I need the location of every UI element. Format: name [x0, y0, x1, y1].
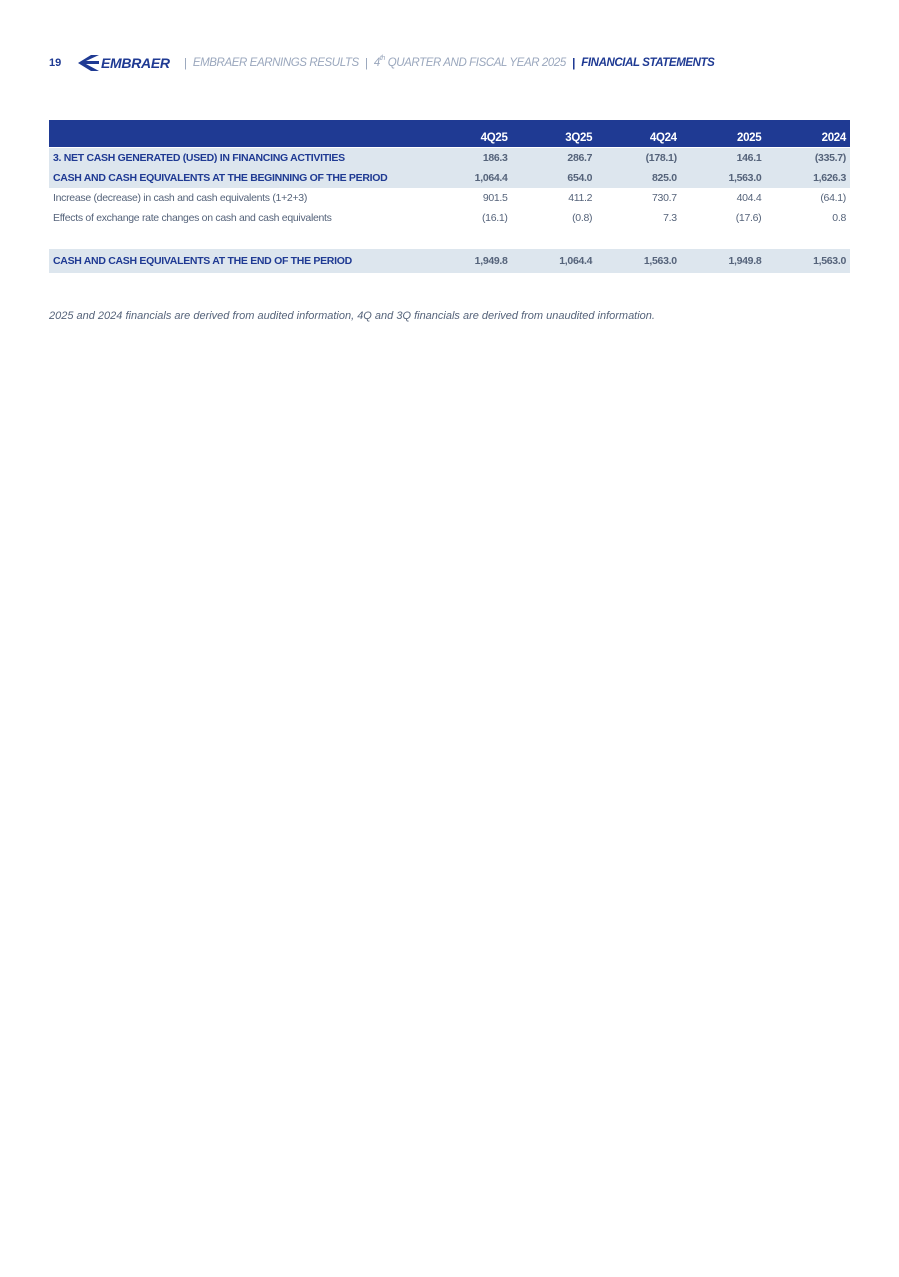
period-text: QUARTER AND FISCAL YEAR 2025 [387, 57, 566, 69]
cell-value: 404.4 [736, 192, 762, 204]
cell-value: (64.1) [820, 192, 846, 204]
report-title: EMBRAER EARNINGS RESULTS [192, 57, 359, 69]
column-header: 2025 [681, 120, 766, 147]
embraer-wing-icon [77, 54, 99, 72]
brand-name: EMBRAER [101, 55, 170, 71]
header-separator: | [571, 56, 576, 70]
cell-value: 286.7 [512, 148, 597, 168]
cell-value: 1,064.4 [512, 249, 597, 273]
cell-value: (16.1) [481, 212, 508, 224]
period-number: 4 [373, 57, 380, 69]
table-row [49, 188, 850, 208]
table-row-total [49, 249, 850, 273]
row-label: Increase (decrease) in cash and cash equivalents (1+2+3) [53, 192, 308, 204]
cell-value: 825.0 [596, 168, 681, 188]
cell-value: 1,563.0 [596, 249, 681, 273]
row-label: Effects of exchange rate changes on cash and cash equivalents [53, 212, 332, 224]
page-header [49, 52, 714, 74]
cell-value: (17.6) [735, 212, 762, 224]
table-row [49, 168, 850, 188]
page-number: 19 [49, 57, 62, 69]
cell-value: 1,064.4 [427, 168, 512, 188]
cell-value: 186.3 [427, 148, 512, 168]
table-header-row [49, 120, 850, 147]
cash-flow-table [49, 120, 850, 273]
table-row [49, 148, 850, 168]
cell-value: (335.7) [765, 148, 850, 168]
header-separator: | [364, 56, 368, 70]
column-header [49, 120, 427, 147]
cell-value: 7.3 [663, 212, 677, 224]
row-label: CASH AND CASH EQUIVALENTS AT THE END OF THE PERIOD [49, 249, 427, 273]
cell-value: 654.0 [512, 168, 597, 188]
cell-value: 146.1 [681, 148, 766, 168]
cell-value: 901.5 [482, 192, 508, 204]
cell-value: 730.7 [652, 192, 677, 204]
cell-value: 0.8 [832, 212, 846, 224]
cell-value: 1,949.8 [681, 249, 766, 273]
section-title: FINANCIAL STATEMENTS [581, 57, 715, 69]
table-row [49, 208, 850, 228]
cell-value: 411.2 [568, 192, 593, 204]
cell-value: 1,563.0 [681, 168, 766, 188]
column-header: 4Q25 [427, 120, 512, 147]
embraer-logo [77, 54, 170, 72]
row-label: 3. NET CASH GENERATED (USED) IN FINANCING ACTIVITIES [49, 148, 427, 168]
cell-value: 1,626.3 [765, 168, 850, 188]
column-header: 2024 [765, 120, 850, 147]
footnote: 2025 and 2024 financials are derived from audited information, 4Q and 3Q financials are derived from unaudited information. [49, 310, 655, 322]
cell-value: (0.8) [572, 212, 593, 224]
report-period [374, 57, 566, 69]
period-ordinal: th [379, 55, 385, 62]
cell-value: 1,949.8 [427, 249, 512, 273]
cell-value: 1,563.0 [765, 249, 850, 273]
column-header: 4Q24 [596, 120, 681, 147]
row-label: CASH AND CASH EQUIVALENTS AT THE BEGINNING OF THE PERIOD [49, 168, 427, 188]
table-spacer [49, 228, 850, 249]
column-header: 3Q25 [512, 120, 597, 147]
cell-value: (178.1) [596, 148, 681, 168]
header-separator: | [183, 56, 187, 70]
